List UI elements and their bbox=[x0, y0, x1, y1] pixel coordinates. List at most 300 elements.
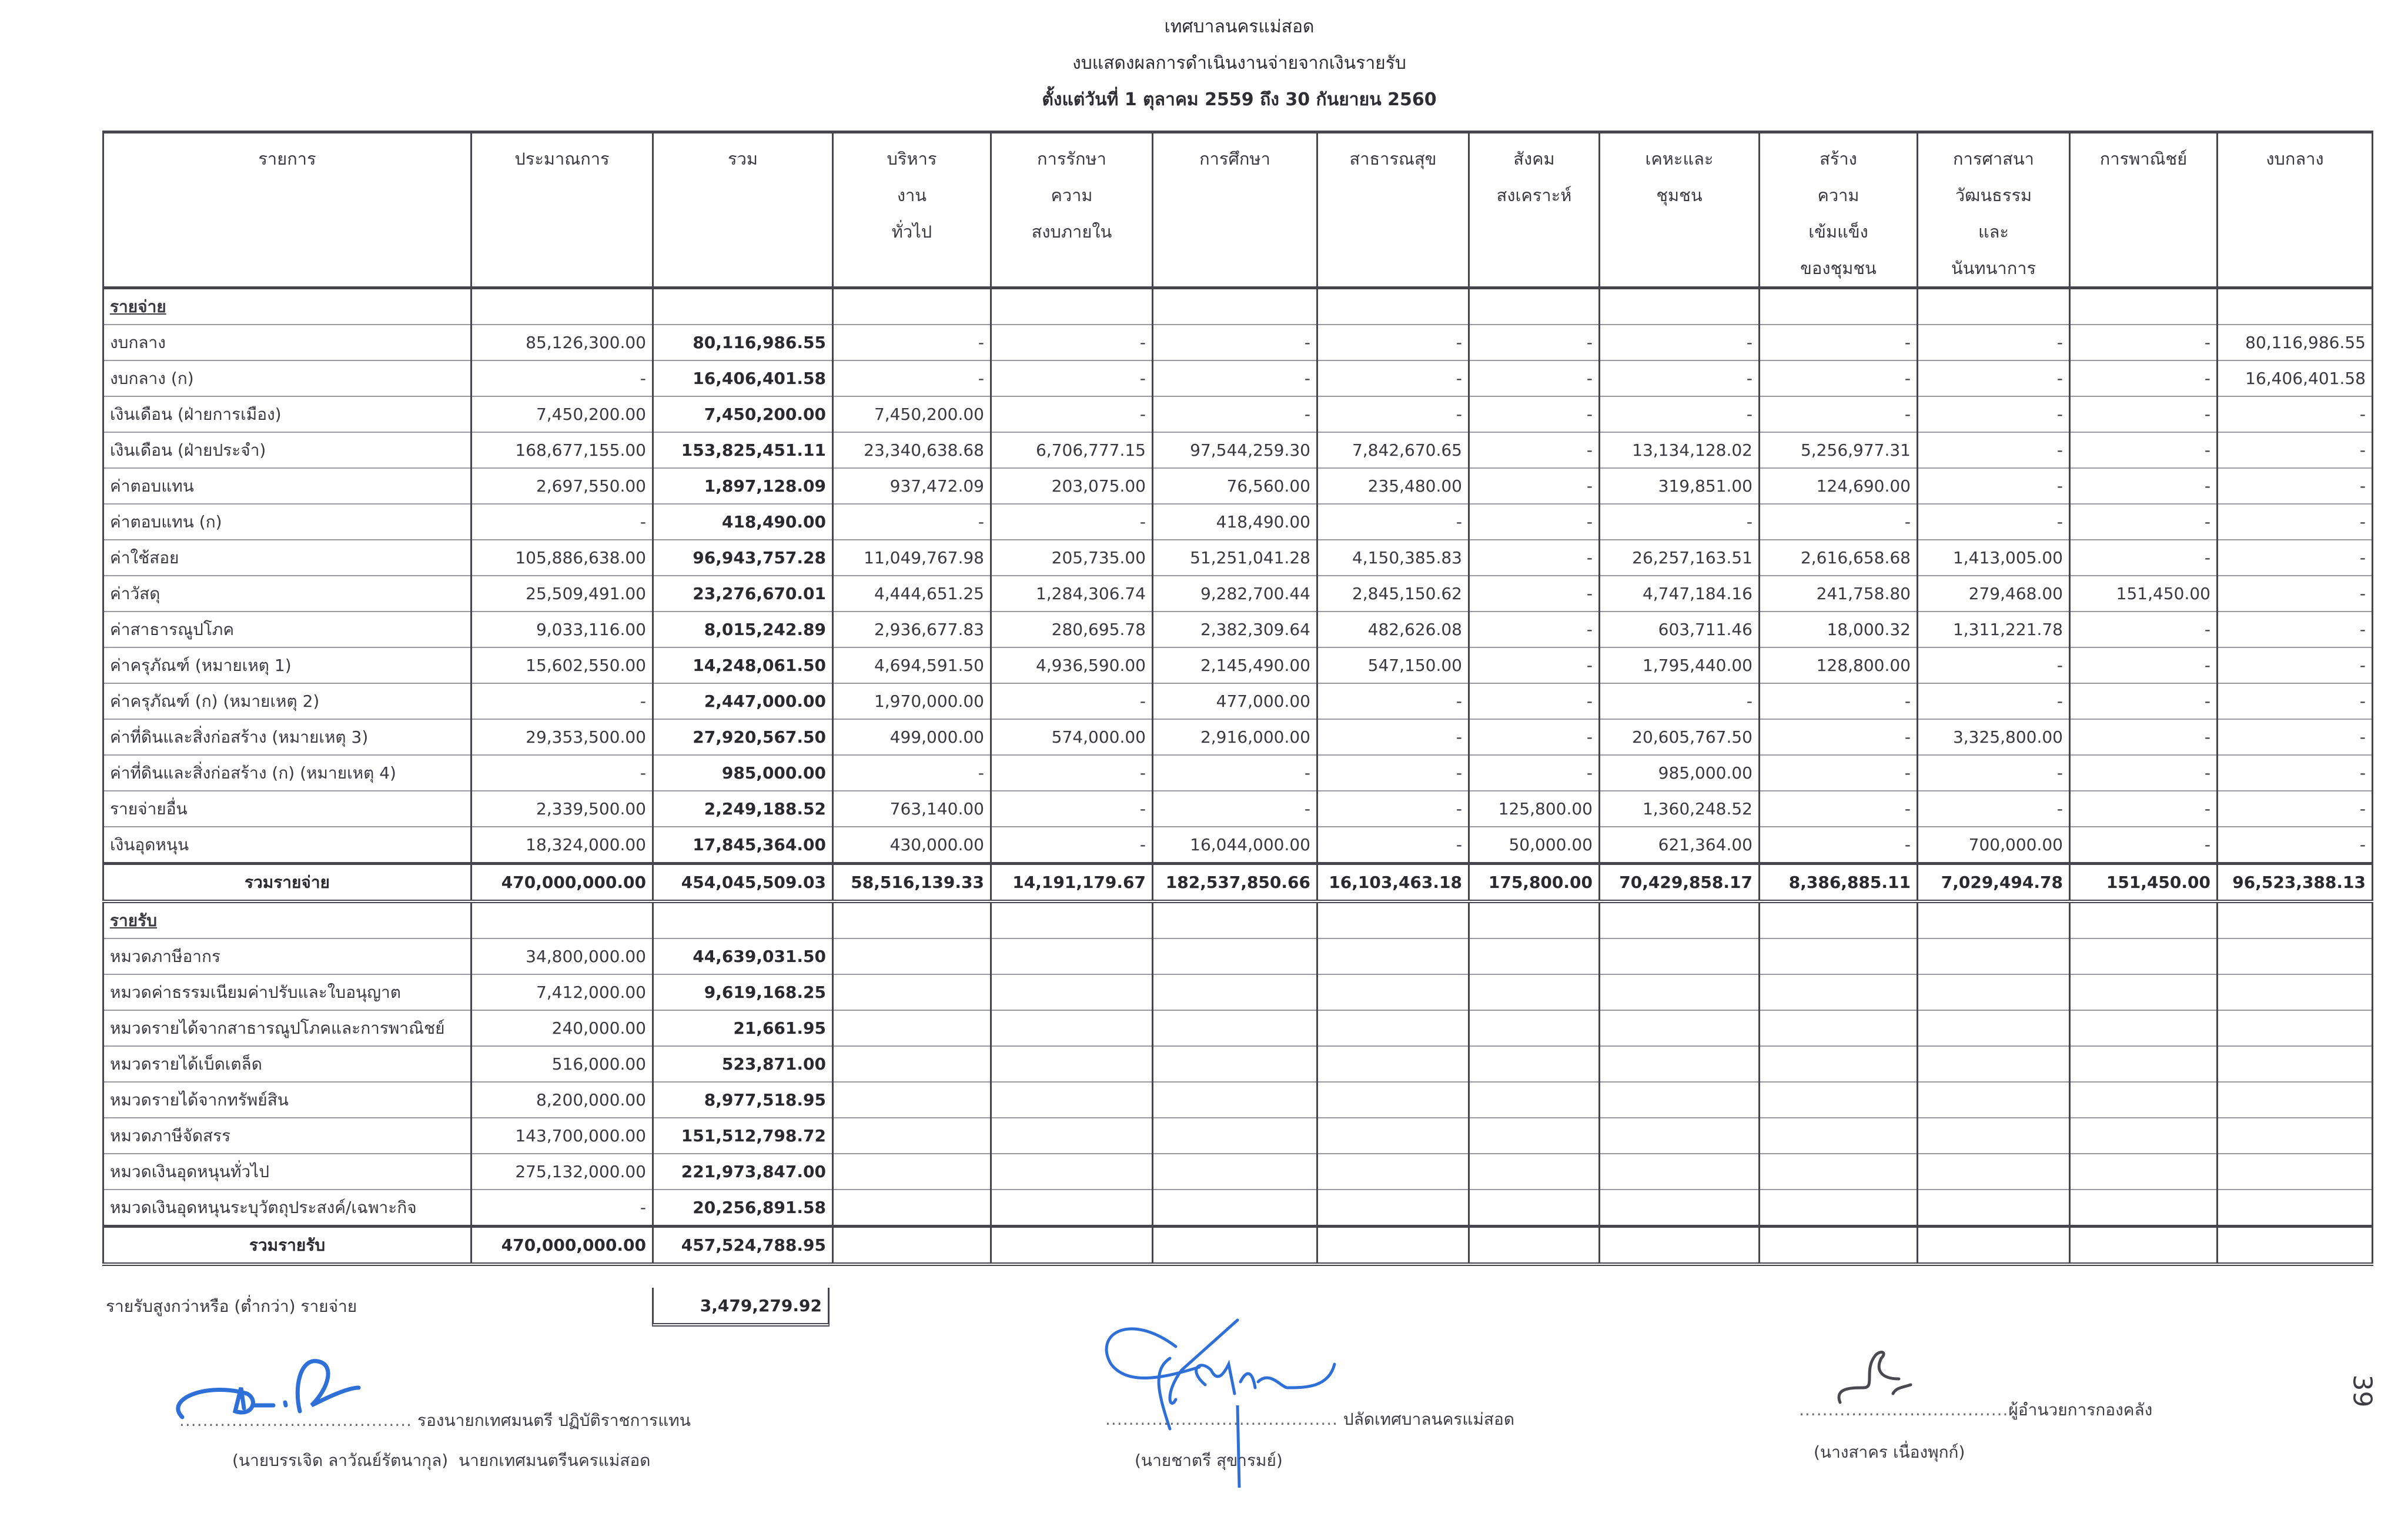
empty-cell bbox=[1600, 974, 1760, 1010]
value-cell: 16,406,401.58 bbox=[653, 360, 833, 396]
value-cell: 9,282,700.44 bbox=[1153, 576, 1317, 612]
value-cell: 319,851.00 bbox=[1600, 468, 1760, 504]
value-cell: - bbox=[1760, 755, 1918, 791]
empty-cell bbox=[1469, 1190, 1600, 1227]
value-cell: 240,000.00 bbox=[471, 1010, 653, 1046]
empty-cell bbox=[1600, 1046, 1760, 1082]
row-label: เงินเดือน (ฝ่ายประจำ) bbox=[103, 432, 471, 468]
signature-2-name: (นายชาตรี สุขารมย์) bbox=[1135, 1451, 1283, 1470]
value-cell: 2,382,309.64 bbox=[1153, 612, 1317, 647]
empty-cell bbox=[1760, 1190, 1918, 1227]
empty-cell bbox=[2070, 1010, 2218, 1046]
value-cell: 153,825,451.11 bbox=[653, 432, 833, 468]
signature-1-position: รองนายกเทศมนตรี ปฏิบัติราชการแทน bbox=[417, 1411, 691, 1430]
value-cell: - bbox=[1918, 396, 2070, 432]
empty-cell bbox=[1153, 1118, 1317, 1154]
empty-cell bbox=[991, 1010, 1153, 1046]
empty-cell bbox=[833, 288, 991, 325]
value-cell: - bbox=[1760, 827, 1918, 864]
empty-cell bbox=[2070, 1154, 2218, 1190]
value-cell: - bbox=[1918, 755, 2070, 791]
signature-1-title: นายกเทศมนตรีนครแม่สอด bbox=[459, 1451, 651, 1470]
signature-3-name: (นางสาคร เนื่องพุกก์) bbox=[1814, 1442, 1965, 1462]
value-cell: 985,000.00 bbox=[653, 755, 833, 791]
value-cell: 15,602,550.00 bbox=[471, 647, 653, 683]
value-cell: 9,619,168.25 bbox=[653, 974, 833, 1010]
signature-3-line: ....................................ผู้อำนวยการกองคลัง bbox=[1799, 1400, 2153, 1419]
table-row bbox=[103, 325, 2373, 360]
value-cell: - bbox=[1317, 360, 1469, 396]
empty-cell bbox=[1317, 1118, 1469, 1154]
empty-cell bbox=[1317, 1154, 1469, 1190]
empty-cell bbox=[1469, 974, 1600, 1010]
value-cell: - bbox=[2070, 325, 2218, 360]
empty-cell bbox=[1469, 1082, 1600, 1118]
empty-cell bbox=[833, 1118, 991, 1154]
value-cell: - bbox=[833, 755, 991, 791]
value-cell: 25,509,491.00 bbox=[471, 576, 653, 612]
value-cell: - bbox=[991, 360, 1153, 396]
value-cell: - bbox=[1469, 683, 1600, 719]
value-cell: 18,000.32 bbox=[1760, 612, 1918, 647]
empty-cell bbox=[991, 901, 1153, 938]
value-cell: 1,311,221.78 bbox=[1918, 612, 2070, 647]
empty-cell bbox=[1153, 1010, 1317, 1046]
empty-cell bbox=[991, 938, 1153, 974]
empty-cell bbox=[833, 1082, 991, 1118]
empty-cell bbox=[2218, 974, 2373, 1010]
column-header: รวม bbox=[653, 132, 833, 288]
value-cell: 4,694,591.50 bbox=[833, 647, 991, 683]
empty-cell bbox=[991, 1154, 1153, 1190]
empty-cell bbox=[2218, 288, 2373, 325]
value-cell: 2,339,500.00 bbox=[471, 791, 653, 827]
empty-cell bbox=[1600, 938, 1760, 974]
value-cell: 482,626.08 bbox=[1317, 612, 1469, 647]
value-cell: - bbox=[1469, 432, 1600, 468]
value-cell: - bbox=[2218, 540, 2373, 576]
column-header: สังคม สงเคราะห์ bbox=[1469, 132, 1600, 288]
value-cell: - bbox=[2218, 396, 2373, 432]
value-cell: 221,973,847.00 bbox=[653, 1154, 833, 1190]
value-cell: - bbox=[991, 827, 1153, 864]
empty-cell bbox=[1469, 1046, 1600, 1082]
table-row bbox=[103, 432, 2373, 468]
empty-cell bbox=[2218, 1010, 2373, 1046]
empty-cell bbox=[991, 1227, 1153, 1265]
value-cell: - bbox=[2070, 719, 2218, 755]
value-cell: - bbox=[471, 360, 653, 396]
empty-cell bbox=[1153, 901, 1317, 938]
value-cell: - bbox=[1469, 504, 1600, 540]
empty-cell bbox=[991, 1190, 1153, 1227]
value-cell: 58,516,139.33 bbox=[833, 864, 991, 902]
row-label: หมวดเงินอุดหนุนระบุวัตถุประสงค์/เฉพาะกิจ bbox=[103, 1190, 471, 1227]
value-cell: - bbox=[1469, 755, 1600, 791]
empty-cell bbox=[1153, 1227, 1317, 1265]
empty-cell bbox=[2070, 288, 2218, 325]
empty-cell bbox=[1918, 1190, 2070, 1227]
column-header: งบกลาง bbox=[2218, 132, 2373, 288]
empty-cell bbox=[991, 288, 1153, 325]
empty-cell bbox=[1760, 1046, 1918, 1082]
column-header: รายการ bbox=[103, 132, 471, 288]
column-header: การศาสนา วัฒนธรรม และ นันทนาการ bbox=[1918, 132, 2070, 288]
row-label: เงินเดือน (ฝ่ายการเมือง) bbox=[103, 396, 471, 432]
row-label: รายจ่ายอื่น bbox=[103, 791, 471, 827]
value-cell: 20,605,767.50 bbox=[1600, 719, 1760, 755]
value-cell: - bbox=[2070, 755, 2218, 791]
value-cell: - bbox=[1918, 791, 2070, 827]
row-label: ค่าครุภัณฑ์ (หมายเหตุ 1) bbox=[103, 647, 471, 683]
row-label: ค่าครุภัณฑ์ (ก) (หมายเหตุ 2) bbox=[103, 683, 471, 719]
value-cell: - bbox=[1317, 325, 1469, 360]
empty-cell bbox=[833, 974, 991, 1010]
value-cell: 16,044,000.00 bbox=[1153, 827, 1317, 864]
value-cell: 2,845,150.62 bbox=[1317, 576, 1469, 612]
empty-cell bbox=[991, 1118, 1153, 1154]
empty-cell bbox=[1317, 1082, 1469, 1118]
value-cell: 7,029,494.78 bbox=[1918, 864, 2070, 902]
value-cell: - bbox=[1469, 396, 1600, 432]
empty-cell bbox=[991, 974, 1153, 1010]
financial-statement-table bbox=[102, 131, 2373, 1266]
value-cell: - bbox=[2070, 468, 2218, 504]
empty-cell bbox=[2218, 1190, 2373, 1227]
value-cell: 20,256,891.58 bbox=[653, 1190, 833, 1227]
empty-cell bbox=[653, 288, 833, 325]
table-row bbox=[103, 1082, 2373, 1118]
value-cell: 470,000,000.00 bbox=[471, 864, 653, 902]
empty-cell bbox=[833, 938, 991, 974]
empty-cell bbox=[471, 288, 653, 325]
value-cell: - bbox=[1153, 325, 1317, 360]
empty-cell bbox=[1918, 938, 2070, 974]
empty-cell bbox=[1317, 938, 1469, 974]
value-cell: - bbox=[1760, 396, 1918, 432]
empty-cell bbox=[2070, 1190, 2218, 1227]
value-cell: 203,075.00 bbox=[991, 468, 1153, 504]
row-label: หมวดรายได้จากสาธารณูปโภคและการพาณิชย์ bbox=[103, 1010, 471, 1046]
value-cell: 51,251,041.28 bbox=[1153, 540, 1317, 576]
empty-cell bbox=[2218, 938, 2373, 974]
empty-cell bbox=[1469, 1227, 1600, 1265]
empty-cell bbox=[1600, 1154, 1760, 1190]
value-cell: - bbox=[833, 504, 991, 540]
value-cell: 7,450,200.00 bbox=[471, 396, 653, 432]
column-header: การพาณิชย์ bbox=[2070, 132, 2218, 288]
section-header-row bbox=[103, 901, 2373, 938]
value-cell: - bbox=[1600, 504, 1760, 540]
row-label: ค่าที่ดินและสิ่งก่อสร้าง (หมายเหตุ 3) bbox=[103, 719, 471, 755]
table-row bbox=[103, 468, 2373, 504]
value-cell: - bbox=[2218, 647, 2373, 683]
empty-cell bbox=[1760, 1010, 1918, 1046]
value-cell: - bbox=[1600, 683, 1760, 719]
value-cell: - bbox=[1600, 325, 1760, 360]
table-row bbox=[103, 360, 2373, 396]
empty-cell bbox=[1469, 1154, 1600, 1190]
value-cell: 418,490.00 bbox=[653, 504, 833, 540]
value-cell: 477,000.00 bbox=[1153, 683, 1317, 719]
table-row bbox=[103, 1190, 2373, 1227]
value-cell: - bbox=[1317, 791, 1469, 827]
value-cell: 1,970,000.00 bbox=[833, 683, 991, 719]
value-cell: - bbox=[1918, 360, 2070, 396]
value-cell: 97,544,259.30 bbox=[1153, 432, 1317, 468]
empty-cell bbox=[833, 1010, 991, 1046]
row-label: หมวดเงินอุดหนุนทั่วไป bbox=[103, 1154, 471, 1190]
table-row bbox=[103, 647, 2373, 683]
empty-cell bbox=[1469, 938, 1600, 974]
empty-cell bbox=[1760, 938, 1918, 974]
empty-cell bbox=[1760, 1082, 1918, 1118]
value-cell: - bbox=[1317, 719, 1469, 755]
value-cell: - bbox=[471, 755, 653, 791]
value-cell: 23,276,670.01 bbox=[653, 576, 833, 612]
column-header: เคหะและ ชุมชน bbox=[1600, 132, 1760, 288]
org-name: เทศบาลนครแม่สอด bbox=[1164, 16, 1315, 37]
value-cell: 5,256,977.31 bbox=[1760, 432, 1918, 468]
value-cell: 70,429,858.17 bbox=[1600, 864, 1760, 902]
value-cell: - bbox=[1600, 396, 1760, 432]
value-cell: 2,936,677.83 bbox=[833, 612, 991, 647]
value-cell: - bbox=[1760, 360, 1918, 396]
value-cell: - bbox=[1153, 360, 1317, 396]
value-cell: 13,134,128.02 bbox=[1600, 432, 1760, 468]
difference-value: 3,479,279.92 bbox=[652, 1288, 830, 1327]
value-cell: 11,049,767.98 bbox=[833, 540, 991, 576]
value-cell: 1,795,440.00 bbox=[1600, 647, 1760, 683]
value-cell: - bbox=[2218, 791, 2373, 827]
value-cell: - bbox=[991, 683, 1153, 719]
empty-cell bbox=[1918, 288, 2070, 325]
empty-cell bbox=[833, 1190, 991, 1227]
value-cell: - bbox=[1153, 755, 1317, 791]
value-cell: 937,472.09 bbox=[833, 468, 991, 504]
row-label: หมวดภาษีจัดสรร bbox=[103, 1118, 471, 1154]
value-cell: - bbox=[1918, 647, 2070, 683]
value-cell: 1,360,248.52 bbox=[1600, 791, 1760, 827]
empty-cell bbox=[1469, 288, 1600, 325]
column-header: สร้าง ความ เข้มแข็ง ของชุมชน bbox=[1760, 132, 1918, 288]
empty-cell bbox=[2070, 1082, 2218, 1118]
value-cell: 8,200,000.00 bbox=[471, 1082, 653, 1118]
value-cell: 18,324,000.00 bbox=[471, 827, 653, 864]
value-cell: - bbox=[991, 755, 1153, 791]
row-label: ค่าตอบแทน (ก) bbox=[103, 504, 471, 540]
value-cell: - bbox=[2070, 683, 2218, 719]
value-cell: 151,450.00 bbox=[2070, 576, 2218, 612]
signature-2-position: ปลัดเทศบาลนครแม่สอด bbox=[1343, 1409, 1514, 1429]
empty-cell bbox=[1469, 1118, 1600, 1154]
table-row bbox=[103, 540, 2373, 576]
column-header: การรักษา ความ สงบภายใน bbox=[991, 132, 1153, 288]
value-cell: 14,191,179.67 bbox=[991, 864, 1153, 902]
value-cell: - bbox=[991, 396, 1153, 432]
empty-cell bbox=[2070, 974, 2218, 1010]
row-label: งบกลาง bbox=[103, 325, 471, 360]
table-row bbox=[103, 612, 2373, 647]
empty-cell bbox=[833, 1227, 991, 1265]
row-label: รวมรายรับ bbox=[103, 1227, 471, 1265]
signature-1-name: (นายบรรเจิด ลาวัณย์รัตนากุล) bbox=[232, 1451, 449, 1470]
value-cell: 151,512,798.72 bbox=[653, 1118, 833, 1154]
table-row bbox=[103, 396, 2373, 432]
empty-cell bbox=[1600, 1118, 1760, 1154]
empty-cell bbox=[1600, 288, 1760, 325]
value-cell: 26,257,163.51 bbox=[1600, 540, 1760, 576]
empty-cell bbox=[2070, 901, 2218, 938]
empty-cell bbox=[1153, 288, 1317, 325]
value-cell: - bbox=[1469, 719, 1600, 755]
row-label: หมวดรายได้จากทรัพย์สิน bbox=[103, 1082, 471, 1118]
empty-cell bbox=[1918, 974, 2070, 1010]
value-cell: 235,480.00 bbox=[1317, 468, 1469, 504]
value-cell: - bbox=[1469, 468, 1600, 504]
value-cell: 2,616,658.68 bbox=[1760, 540, 1918, 576]
empty-cell bbox=[1918, 1010, 2070, 1046]
empty-cell bbox=[2218, 1082, 2373, 1118]
value-cell: - bbox=[833, 325, 991, 360]
column-header: สาธารณสุข bbox=[1317, 132, 1469, 288]
signature-1-name-row bbox=[232, 1448, 650, 1474]
difference-label: รายรับสูงกว่าหรือ (ต่ำกว่า) รายจ่าย bbox=[106, 1297, 357, 1316]
value-cell: 2,447,000.00 bbox=[653, 683, 833, 719]
value-cell: 168,677,155.00 bbox=[471, 432, 653, 468]
value-cell: 17,845,364.00 bbox=[653, 827, 833, 864]
table-row bbox=[103, 1010, 2373, 1046]
value-cell: 125,800.00 bbox=[1469, 791, 1600, 827]
value-cell: 3,325,800.00 bbox=[1918, 719, 2070, 755]
empty-cell bbox=[833, 901, 991, 938]
value-cell: 499,000.00 bbox=[833, 719, 991, 755]
empty-cell bbox=[1600, 1227, 1760, 1265]
empty-cell bbox=[1153, 1190, 1317, 1227]
empty-cell bbox=[1760, 974, 1918, 1010]
section-label: รายจ่าย bbox=[103, 288, 471, 325]
empty-cell bbox=[2070, 1046, 2218, 1082]
value-cell: - bbox=[1918, 504, 2070, 540]
signature-2-line: ........................................ ปลัดเทศบาลนครแม่สอด bbox=[1105, 1409, 1514, 1429]
value-cell: - bbox=[1469, 576, 1600, 612]
value-cell: 50,000.00 bbox=[1469, 827, 1600, 864]
value-cell: - bbox=[2218, 827, 2373, 864]
value-cell: - bbox=[2218, 719, 2373, 755]
value-cell: 2,916,000.00 bbox=[1153, 719, 1317, 755]
empty-cell bbox=[1317, 1227, 1469, 1265]
empty-cell bbox=[1317, 1010, 1469, 1046]
value-cell: - bbox=[2070, 360, 2218, 396]
value-cell: 7,412,000.00 bbox=[471, 974, 653, 1010]
value-cell: 985,000.00 bbox=[1600, 755, 1760, 791]
value-cell: 418,490.00 bbox=[1153, 504, 1317, 540]
value-cell: 2,145,490.00 bbox=[1153, 647, 1317, 683]
value-cell: 205,735.00 bbox=[991, 540, 1153, 576]
empty-cell bbox=[1600, 1082, 1760, 1118]
signature-3-position: ผู้อำนวยการกองคลัง bbox=[2008, 1400, 2153, 1419]
value-cell: 280,695.78 bbox=[991, 612, 1153, 647]
value-cell: - bbox=[2070, 504, 2218, 540]
column-header: ประมาณการ bbox=[471, 132, 653, 288]
row-label: ค่าที่ดินและสิ่งก่อสร้าง (ก) (หมายเหตุ 4) bbox=[103, 755, 471, 791]
value-cell: - bbox=[1469, 325, 1600, 360]
row-label: หมวดภาษีอากร bbox=[103, 938, 471, 974]
row-label: เงินอุดหนุน bbox=[103, 827, 471, 864]
empty-cell bbox=[1918, 1154, 2070, 1190]
row-label: ค่าใช้สอย bbox=[103, 540, 471, 576]
column-header: การศึกษา bbox=[1153, 132, 1317, 288]
row-label: ค่าตอบแทน bbox=[103, 468, 471, 504]
section-label: รายรับ bbox=[103, 901, 471, 938]
empty-cell bbox=[1317, 901, 1469, 938]
table-row bbox=[103, 504, 2373, 540]
empty-cell bbox=[1760, 288, 1918, 325]
value-cell: 574,000.00 bbox=[991, 719, 1153, 755]
empty-cell bbox=[1918, 1046, 2070, 1082]
value-cell: - bbox=[1469, 647, 1600, 683]
value-cell: 457,524,788.95 bbox=[653, 1227, 833, 1265]
value-cell: 430,000.00 bbox=[833, 827, 991, 864]
value-cell: - bbox=[1760, 791, 1918, 827]
value-cell: 44,639,031.50 bbox=[653, 938, 833, 974]
table-row bbox=[103, 683, 2373, 719]
empty-cell bbox=[1153, 974, 1317, 1010]
empty-cell bbox=[1760, 901, 1918, 938]
header-row bbox=[103, 132, 2373, 288]
value-cell: 124,690.00 bbox=[1760, 468, 1918, 504]
value-cell: 4,747,184.16 bbox=[1600, 576, 1760, 612]
empty-cell bbox=[1469, 901, 1600, 938]
value-cell: 4,936,590.00 bbox=[991, 647, 1153, 683]
value-cell: - bbox=[833, 360, 991, 396]
table-row bbox=[103, 755, 2373, 791]
empty-cell bbox=[1918, 1227, 2070, 1265]
value-cell: 4,444,651.25 bbox=[833, 576, 991, 612]
empty-cell bbox=[653, 901, 833, 938]
value-cell: - bbox=[1153, 791, 1317, 827]
value-cell: - bbox=[2070, 396, 2218, 432]
value-cell: 523,871.00 bbox=[653, 1046, 833, 1082]
total-row bbox=[103, 1227, 2373, 1265]
value-cell: 29,353,500.00 bbox=[471, 719, 653, 755]
value-cell: - bbox=[991, 504, 1153, 540]
value-cell: 9,033,116.00 bbox=[471, 612, 653, 647]
value-cell: - bbox=[2218, 504, 2373, 540]
empty-cell bbox=[1153, 1154, 1317, 1190]
value-cell: 516,000.00 bbox=[471, 1046, 653, 1082]
value-cell: 151,450.00 bbox=[2070, 864, 2218, 902]
empty-cell bbox=[1317, 974, 1469, 1010]
table-row bbox=[103, 1046, 2373, 1082]
value-cell: 6,706,777.15 bbox=[991, 432, 1153, 468]
value-cell: 7,450,200.00 bbox=[653, 396, 833, 432]
empty-cell bbox=[2218, 901, 2373, 938]
value-cell: 2,697,550.00 bbox=[471, 468, 653, 504]
value-cell: - bbox=[991, 325, 1153, 360]
value-cell: 4,150,385.83 bbox=[1317, 540, 1469, 576]
value-cell: 8,977,518.95 bbox=[653, 1082, 833, 1118]
value-cell: - bbox=[1317, 504, 1469, 540]
empty-cell bbox=[1600, 1190, 1760, 1227]
value-cell: 80,116,986.55 bbox=[2218, 325, 2373, 360]
empty-cell bbox=[991, 1082, 1153, 1118]
empty-cell bbox=[1760, 1227, 1918, 1265]
value-cell: - bbox=[1760, 325, 1918, 360]
value-cell: 275,132,000.00 bbox=[471, 1154, 653, 1190]
value-cell: - bbox=[2070, 432, 2218, 468]
value-cell: - bbox=[991, 791, 1153, 827]
